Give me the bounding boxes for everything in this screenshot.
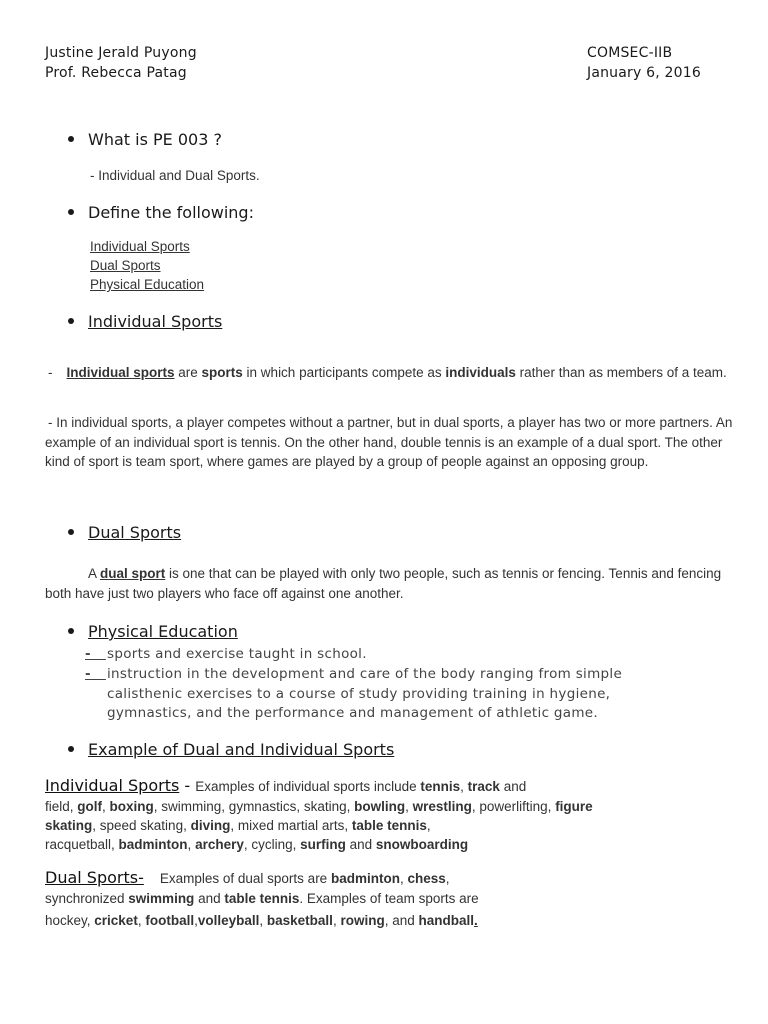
examples-individual-line-3	[45, 816, 431, 836]
term-sports: sports	[201, 365, 243, 380]
sport-name: golf	[77, 799, 103, 814]
text-run: rather than as members of a team.	[515, 365, 727, 380]
text-run: ,	[187, 837, 196, 852]
sport-name: bowling	[354, 799, 406, 814]
sport-name: swimming	[128, 891, 195, 906]
bullet-icon	[68, 318, 74, 324]
bullet-icon	[68, 628, 74, 634]
bullet-icon	[68, 209, 74, 215]
text-run: ,	[426, 818, 431, 833]
examples-dual-line-3	[45, 911, 478, 931]
text-run: ,	[194, 913, 198, 928]
examples-dual-line-1	[45, 868, 450, 889]
section-title: Individual Sports	[88, 312, 223, 331]
examples-individual-line-4	[45, 835, 468, 855]
sport-name: wrestling	[412, 799, 472, 814]
text-run: ,	[460, 779, 468, 794]
define-item-pe: Physical Education	[90, 277, 205, 292]
bullet-icon	[68, 746, 74, 752]
section-heading-individual	[68, 312, 222, 331]
question-what-is-pe	[68, 130, 222, 149]
dash: -	[48, 365, 53, 380]
examples-dual-line-2	[45, 889, 479, 909]
sport-name: skating	[45, 818, 93, 833]
text-run: hockey,	[45, 913, 95, 928]
bullet-icon	[68, 529, 74, 535]
text-run: , cycling,	[243, 837, 301, 852]
sport-name: cricket	[94, 913, 138, 928]
examples-individual-line-1	[45, 776, 526, 797]
pe-definition-2	[85, 666, 622, 682]
document-date: January 6, 2016	[587, 65, 701, 81]
text-run: ,	[259, 913, 267, 928]
section-heading-examples	[68, 740, 394, 759]
sport-name: tennis	[420, 779, 461, 794]
section-title: Physical Education	[88, 622, 238, 641]
sport-name: boxing	[109, 799, 154, 814]
sport-name: badminton	[330, 871, 400, 886]
text-run: racquetball,	[45, 837, 119, 852]
subheading-individual: Individual Sports	[45, 776, 180, 795]
term-dual-sport: dual sport	[100, 566, 166, 581]
professor-name: Prof. Rebecca Patag	[45, 65, 187, 81]
text-run: Examples of individual sports include	[195, 779, 421, 794]
examples-individual-line-2	[45, 797, 593, 817]
subheading-dual: Dual Sports-	[45, 868, 144, 887]
dash: -	[179, 776, 196, 795]
term-individual-sports: Individual sports	[66, 365, 175, 380]
text-run: .	[474, 913, 478, 928]
text-run: . Examples of team sports are	[299, 891, 479, 906]
text-run: ,	[445, 871, 450, 886]
text-run: , speed skating,	[92, 818, 191, 833]
sport-name: table tennis	[351, 818, 427, 833]
text-run: Examples of dual sports are	[159, 871, 331, 886]
dash-marker: -	[85, 666, 106, 682]
section-heading-dual	[68, 523, 181, 542]
term-individuals: individuals	[445, 365, 516, 380]
sport-name: figure	[555, 799, 593, 814]
text-run: field,	[45, 799, 78, 814]
text-run: ,	[332, 913, 341, 928]
define-item-dual: Dual Sports	[90, 258, 161, 273]
text-run: and	[194, 891, 225, 906]
text-run: and	[499, 779, 527, 794]
pe-definition-2-cont-2: gymnastics, and the performance and management of athletic game.	[107, 705, 598, 721]
question-title: What is PE 003 ?	[88, 130, 222, 149]
sport-name: diving	[190, 818, 231, 833]
question-answer: - Individual and Dual Sports.	[90, 168, 260, 183]
text-run: in which participants compete as	[242, 365, 446, 380]
sport-name: track	[467, 779, 500, 794]
question-title: Define the following:	[88, 203, 254, 222]
text-run: A	[88, 566, 101, 581]
text-run: , swimming, gymnastics, skating,	[153, 799, 355, 814]
text-run: ,	[137, 913, 146, 928]
sport-name: archery	[195, 837, 244, 852]
sport-name: football	[145, 913, 195, 928]
text-run: are	[174, 365, 202, 380]
sport-name: chess	[407, 871, 446, 886]
sport-name: snowboarding	[375, 837, 469, 852]
sport-name: badminton	[118, 837, 188, 852]
section-code: COMSEC-IIB	[587, 45, 673, 61]
text-run: , powerlifting,	[471, 799, 556, 814]
individual-paragraph-1	[45, 363, 735, 383]
pe-definition-1	[85, 646, 367, 662]
text-run: sports and exercise taught in school.	[107, 646, 367, 662]
dual-paragraph	[45, 564, 735, 603]
text-run: , mixed martial arts,	[230, 818, 352, 833]
student-name: Justine Jerald Puyong	[45, 45, 197, 61]
section-title: Dual Sports	[88, 523, 182, 542]
bullet-icon	[68, 136, 74, 142]
sport-name: handball	[418, 913, 474, 928]
text-run: and	[345, 837, 376, 852]
sport-name: volleyball	[197, 913, 260, 928]
question-define	[68, 203, 254, 222]
text-run: ,	[399, 871, 408, 886]
dash-marker: -	[85, 646, 106, 662]
sport-name: surfing	[300, 837, 346, 852]
text-run: ,	[102, 799, 110, 814]
text-run: synchronized	[45, 891, 129, 906]
text-run: , and	[384, 913, 419, 928]
individual-paragraph-2: - In individual sports, a player competes without a partner, but in dual sports, a player has two or more partners. An example of an individual sport is tennis. On the other hand, double tennis is an example of a dual sport. The other kind of sport is team sport, where games are played by a group of people against an opposing group.	[45, 415, 733, 469]
section-title: Example of Dual and Individual Sports	[88, 740, 395, 759]
text-run: instruction in the development and care of the body ranging from simple	[107, 666, 623, 682]
sport-name: basketball	[266, 913, 333, 928]
define-item-individual: Individual Sports	[90, 239, 190, 254]
sport-name: rowing	[340, 913, 385, 928]
pe-definition-2-cont-1: calisthenic exercises to a course of study providing training in hygiene,	[107, 686, 611, 702]
text-run: ,	[405, 799, 413, 814]
sport-name: table tennis	[224, 891, 300, 906]
section-heading-pe	[68, 622, 238, 641]
text-run: is one that can be played with only two people, such as tennis or fencing. Tennis and fencing both have just two players who face off against one another.	[45, 566, 722, 601]
